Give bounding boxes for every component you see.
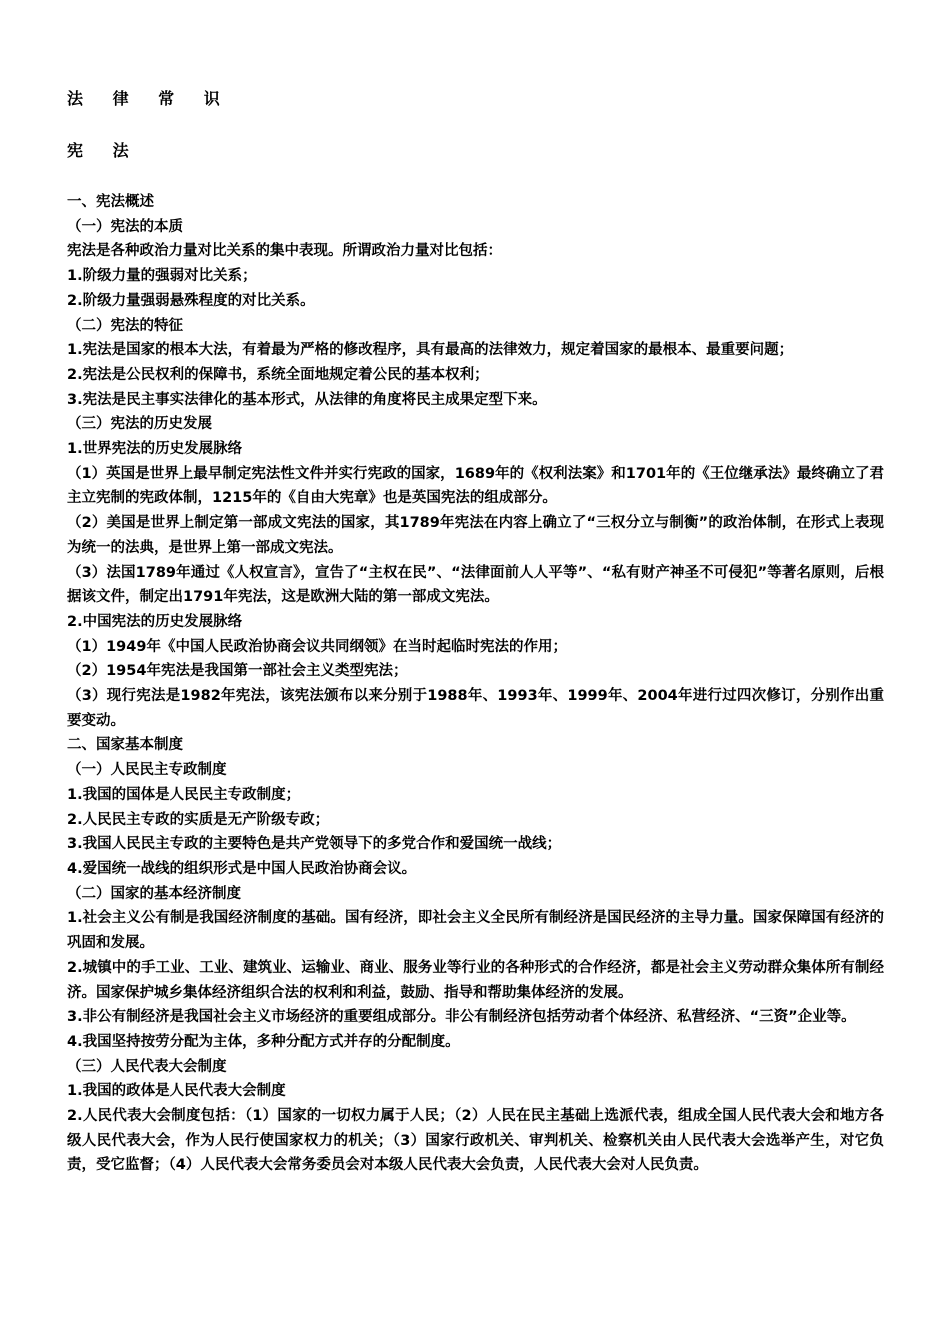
list-item: 2.城镇中的手工业、工业、建筑业、运输业、商业、服务业等行业的各种形式的合作经济，都是社会主义劳动群众集体所有制经济。国家保护城乡集体经济组织合法的权利和利益，鼓励、指导和帮助集体经济的发展。 bbox=[67, 959, 884, 1001]
subsection-heading: （二）国家的基本经济制度 bbox=[67, 885, 241, 902]
list-item: 2.人民民主专政的实质是无产阶级专政； bbox=[67, 811, 330, 828]
list-item: 1.阶级力量的强弱对比关系； bbox=[67, 268, 257, 285]
list-item: 3.宪法是民主事实法律化的基本形式，从法律的角度将民主成果定型下来。 bbox=[67, 391, 547, 408]
section-heading: 二、国家基本制度 bbox=[67, 737, 183, 754]
list-item: 3.非公有制经济是我国社会主义市场经济的重要组成部分。非公有制经济包括劳动者个体经济、私营经济、“三资”企业等。 bbox=[67, 1009, 856, 1026]
list-item: （1）1949年《中国人民政治协商会议共同纲领》在当时起临时宪法的作用； bbox=[67, 638, 567, 655]
list-item: 3.我国人民民主专政的主要特色是共产党领导下的多党合作和爱国统一战线； bbox=[67, 836, 562, 853]
list-item: 2.阶级力量强弱悬殊程度的对比关系。 bbox=[67, 292, 315, 309]
list-item: 1.世界宪法的历史发展脉络 bbox=[67, 441, 243, 458]
subsection-heading: （三）人民代表大会制度 bbox=[67, 1058, 227, 1075]
list-item: 2.宪法是公民权利的保障书，系统全面地规定着公民的基本权利； bbox=[67, 366, 489, 383]
list-item: 2.人民代表大会制度包括：（1）国家的一切权力属于人民；（2）人民在民主基础上选派代表，组成全国人民代表大会和地方各级人民代表大会，作为人民行使国家权力的机关；（3）国家行政机关、审判机关、检察机关由人民代表大会选举产生，对它负责，受它监督；（4）人民代表大会常务委员会对本级人民代表大会负责，人民代表大会对人民负责。 bbox=[67, 1108, 884, 1174]
list-item: （3）现行宪法是1982年宪法，该宪法颁布以来分别于1988年、1993年、1999年、2004年进行过四次修订，分别作出重要变动。 bbox=[67, 688, 884, 729]
section-heading: 一、宪法概述 bbox=[67, 194, 154, 210]
list-item: （3）法国1789年通过《人权宣言》，宣告了“主权在民”、“法律面前人人平等”、“私有财产神圣不可侵犯”等著名原则，后根据该文件，制定出1791年宪法，这是欧洲大陆的第一部成文宪法。 bbox=[67, 564, 884, 606]
list-item: 1.宪法是国家的根本大法，有着最为严格的修改程序，具有最高的法律效力，规定着国家的最根本、最重要问题； bbox=[67, 342, 794, 359]
list-item: （2）美国是世界上制定第一部成文宪法的国家，其1789年宪法在内容上确立了“三权分立与制衡”的政治体制，在形式上表现为统一的法典，是世界上第一部成文宪法。 bbox=[67, 515, 884, 556]
subsection-heading: （二）宪法的特征 bbox=[67, 317, 183, 334]
document-subtitle: 宪 法 bbox=[67, 141, 141, 160]
subsection-heading: （三）宪法的历史发展 bbox=[67, 416, 212, 433]
subsection-heading: （一）人民民主专政制度 bbox=[67, 762, 227, 779]
list-item: （1）英国是世界上最早制定宪法性文件并实行宪政的国家，1689年的《权利法案》和1701年的《王位继承法》最终确立了君主立宪制的宪政体制，1215年的《自由大宪章》也是英国宪法的组成部分。 bbox=[67, 465, 884, 507]
document-title: 法 律 常 识 bbox=[67, 89, 232, 108]
list-item: （2）1954年宪法是我国第一部社会主义类型宪法； bbox=[67, 663, 408, 680]
list-item: 4.我国坚持按劳分配为主体，多种分配方式并存的分配制度。 bbox=[67, 1033, 460, 1050]
list-item: 1.社会主义公有制是我国经济制度的基础。国有经济，即社会主义全民所有制经济是国民经济的主导力量。国家保障国有经济的巩固和发展。 bbox=[67, 910, 884, 952]
list-item: 1.我国的政体是人民代表大会制度 bbox=[67, 1083, 286, 1100]
list-item: 2.中国宪法的历史发展脉络 bbox=[67, 613, 243, 630]
paragraph: 宪法是各种政治力量对比关系的集中表现。所谓政治力量对比包括： bbox=[67, 243, 502, 260]
list-item: 4.爱国统一战线的组织形式是中国人民政治协商会议。 bbox=[67, 860, 417, 877]
list-item: 1.我国的国体是人民民主专政制度； bbox=[67, 786, 301, 803]
subsection-heading: （一）宪法的本质 bbox=[67, 218, 183, 235]
document-body bbox=[67, 190, 884, 1178]
